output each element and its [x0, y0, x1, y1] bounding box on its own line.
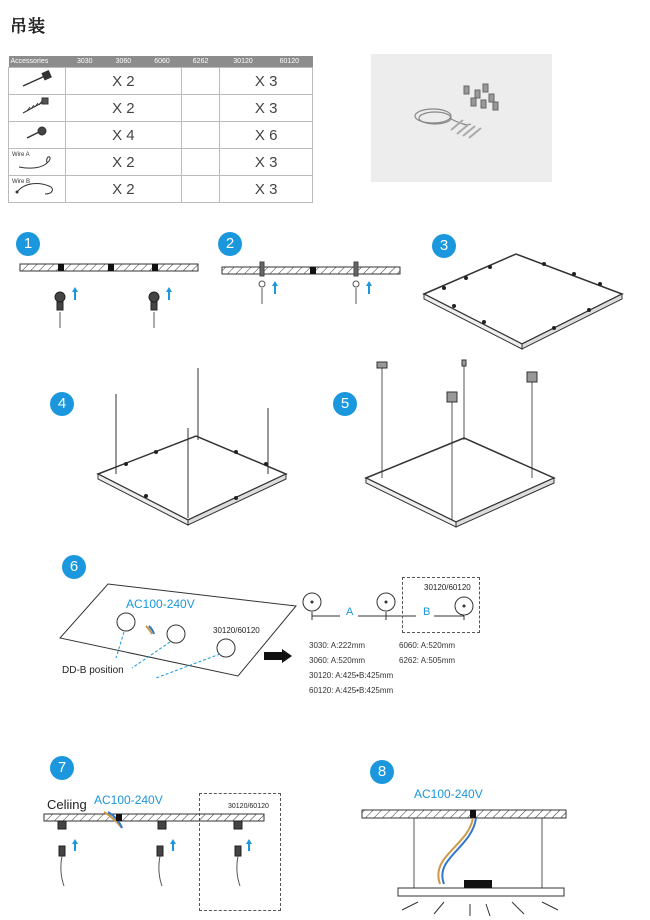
step-5-badge: 5 [333, 392, 357, 416]
table-row [9, 95, 313, 122]
expansion-bolt-icon [9, 95, 66, 122]
qty-large-1: X 3 [220, 68, 313, 95]
step6-voltage-label: AC100-240V [126, 597, 195, 611]
step-3-panel [424, 254, 624, 364]
spec-3030: 3030: A:222mm [309, 641, 366, 650]
table-row [9, 122, 313, 149]
header-3060: 3060 [104, 56, 143, 68]
qty-large-5: X 3 [220, 176, 313, 203]
step6-size-label: 30120/60120 [213, 626, 260, 635]
step7-diagram [44, 814, 266, 904]
wire-b-label: Wire B [12, 179, 30, 185]
qty-small-2: X 2 [66, 95, 182, 122]
qty-small-1: X 2 [66, 68, 182, 95]
right-arrow-icon [264, 649, 294, 663]
wire-a-label: Wire A [12, 152, 30, 158]
spec-3060: 3060: A:520mm [309, 656, 366, 665]
spec-30120: 30120: A:425•B:425mm [309, 671, 394, 680]
wire-a-icon [9, 149, 66, 176]
qty-small-3: X 4 [66, 122, 182, 149]
header-6060: 6060 [143, 56, 182, 68]
qty-large-3: X 6 [220, 122, 313, 149]
spec-6060: 6060: A:520mm [399, 641, 456, 650]
table-row [9, 68, 313, 95]
wire-b-icon [9, 176, 66, 203]
step-1-badge: 1 [16, 232, 40, 256]
accessories-table [8, 56, 313, 203]
header-6262: 6262 [181, 56, 220, 68]
step7-voltage-label: AC100-240V [94, 793, 163, 807]
page-title: 吊装 [10, 17, 46, 37]
qty-small-4: X 2 [66, 149, 182, 176]
spec-60120: 60120: A:425•B:425mm [309, 686, 394, 695]
screw-anchor-icon [9, 68, 66, 95]
qty-small-5: X 2 [66, 176, 182, 203]
spec-6262: 6262: A:505mm [399, 656, 456, 665]
step-1-diagram [20, 264, 200, 344]
header-30120: 30120 [220, 56, 266, 68]
step6-box-label: 30120/60120 [424, 583, 471, 592]
accessories-photo [371, 54, 552, 182]
qty-large-2: X 3 [220, 95, 313, 122]
step-3-badge: 3 [432, 234, 456, 258]
qty-large-4: X 3 [220, 149, 313, 176]
header-60120: 60120 [266, 56, 312, 68]
step-6-badge: 6 [62, 555, 86, 579]
header-accessories: Accessories [9, 56, 66, 68]
table-header-row [9, 56, 313, 68]
step6-position-label: DD-B position [62, 665, 124, 676]
step-4-diagram [96, 368, 296, 528]
step-7-badge: 7 [50, 756, 74, 780]
step8-diagram [360, 806, 570, 916]
step7-ceiling-label: Celiing [47, 797, 87, 812]
step-2-badge: 2 [218, 232, 242, 256]
dim-b-label: B [423, 606, 431, 618]
table-row [9, 176, 313, 203]
table-row [9, 149, 313, 176]
step-5-diagram [364, 360, 564, 530]
screw-icon [9, 122, 66, 149]
step7-box-label: 30120/60120 [228, 803, 269, 810]
dim-a-label: A [346, 606, 354, 618]
step8-voltage-label: AC100-240V [414, 787, 483, 801]
step-4-badge: 4 [50, 392, 74, 416]
step-8-badge: 8 [370, 760, 394, 784]
step-2-diagram [222, 262, 402, 322]
header-3030: 3030 [66, 56, 105, 68]
